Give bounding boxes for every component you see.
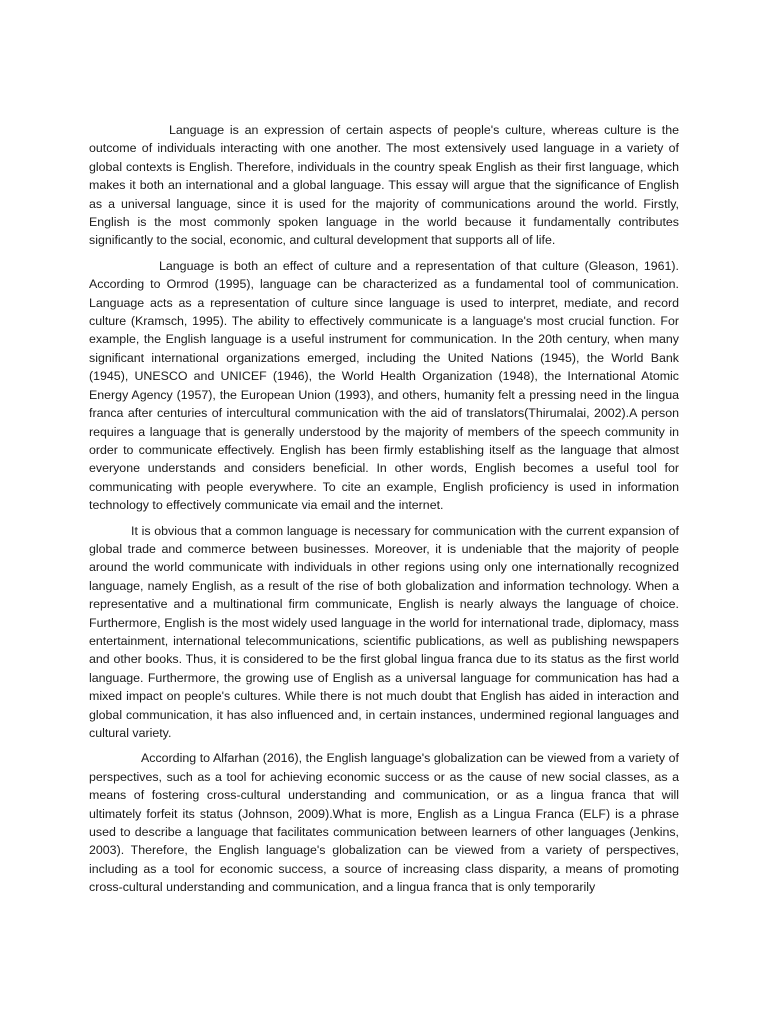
paragraph-1: Language is an expression of certain aspects of people's culture, whereas culture is the outcome of individuals interacting with one another. The most extensively used language in a variety of global contexts is English. Therefore, individuals in the country speak English as their first language, which makes it both an international and a global language. This essay will argue that the significance of English as a universal language, since it is used for the majority of communications around the world. Firstly, English is the most commonly spoken language in the world because it fundamentally contributes significantly to the social, economic, and cultural development that supports all of life. [89, 123, 679, 248]
paragraph-2: Language is both an effect of culture and a representation of that culture (Gleason, 1961). According to Ormrod (1995), language can be characterized as a fundamental tool of communication. Language acts as a representation of culture since language is used to interpret, mediate, and record culture (Kramsch, 1995). The ability to effectively communicate is a language's most crucial function. For example, the English language is a useful instrument for communication. In the 20th century, when many significant international organizations emerged, including the United Nations (1945), the World Bank (1945), UNESCO and UNICEF (1946), the World Health Organization (1948), the International Atomic Energy Agency (1957), the European Union (1993), and others, humanity felt a pressing need in the lingua franca after centuries of intercultural communication with the aid of translators(Thirumalai, 2002).A person requires a language that is generally understood by the majority of members of the speech community in order to communicate effectively. English has been firmly establishing itself as the language that almost everyone understands and considers beneficial. In other words, English becomes a useful tool for communicating with people everywhere. To cite an example, English proficiency is used in information technology to effectively communicate via email and the internet. [89, 258, 679, 513]
paragraph-3: It is obvious that a common language is necessary for communication with the current expansion of global trade and commerce between businesses. Moreover, it is undeniable that the majority of people around the world communicate with individuals in other regions using only one internationally recognized language, namely English, as a result of the rise of both globalization and information technology. When a representative and a multinational firm communicate, English is nearly always the language of choice. Furthermore, English is the most widely used language in the world for international trade, diplomacy, mass entertainment, international telecommunications, scientific publications, as well as publishing newspapers and other books. Thus, it is considered to be the first global lingua franca due to its status as the first world language. Furthermore, the growing use of English as a universal language for communication has had a mixed impact on people's cultures. While there is not much doubt that English has aided in interaction and global communication, it has also influenced and, in certain instances, undermined regional languages and cultural variety. [89, 523, 679, 740]
document-body [89, 121, 679, 904]
paragraph-4: According to Alfarhan (2016), the English language's globalization can be viewed from a variety of perspectives, such as a tool for achieving economic success or as the cause of new social classes, as a means of fostering cross-cultural understanding and communication, or as a lingua franca that will ultimately forfeit its status (Johnson, 2009).What is more, English as a Lingua Franca (ELF) is a phrase used to describe a language that facilitates communication between learners of other languages (Jenkins, 2003). Therefore, the English language's globalization can be viewed from a variety of perspectives, including as a tool for economic success, a source of increasing class disparity, a means of promoting cross-cultural understanding and communication, and a lingua franca that is only temporarily [89, 751, 679, 895]
